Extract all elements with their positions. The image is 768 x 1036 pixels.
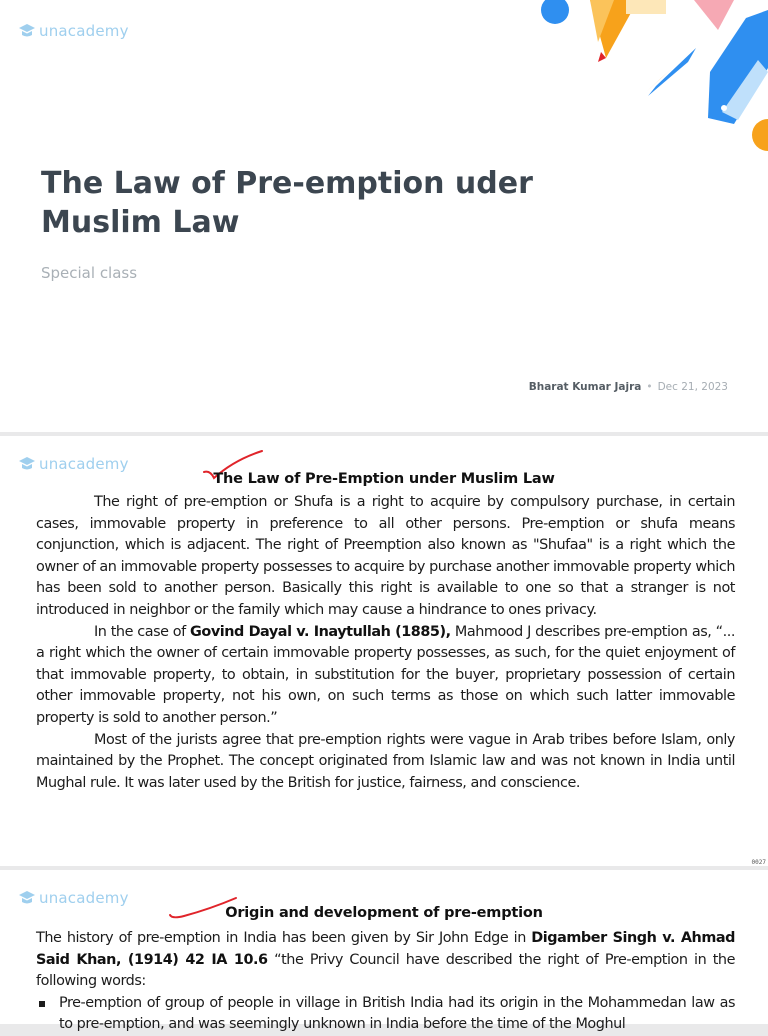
text-run: “the Privy Council have described the right of Pre-emption in the following words: [36,951,735,990]
unacademy-logo-icon [18,890,36,906]
case-citation: Govind Dayal v. Inaytullah (1885), [190,623,451,640]
notes-page-3 [0,870,768,1033]
paragraph: The right of pre-emption or Shufa is a right to acquire by compulsory purchase, in certain cases, immovable property in preference to all other persons. Pre-emption or shufa means conjunction, which is adjacent. The right of Preemption also known as "Shufaa" is a right which the owner of an immovable property possesses to acquire by purchase another immovable property which has been sold to another person. Basically this right is available to one so that a stranger is not introduced in neighbor or the family which may cause a hindrance to ones privacy. [36,494,735,618]
unacademy-logo-icon [18,23,36,39]
text-run: In the case of [94,623,191,640]
stationery-decoration-icon [528,0,768,160]
unacademy-logo [18,22,129,40]
paragraph: Most of the jurists agree that pre-emption rights were vague in Arab tribes before Islam, only maintained by the Prophet. The concept originated from Islamic law and was not known in India until Mughal rule. It was later used by the British for justice, fairness, and conscience. [36,731,735,791]
bullet-list [36,993,735,1036]
unacademy-logo-icon [18,456,36,472]
notes-page-2 [0,436,768,866]
logo-text: unacademy [39,889,129,907]
document-subtitle: Special class [41,264,138,282]
logo-text: unacademy [39,455,129,473]
text-run: The history of pre-emption in India has been given by Sir John Edge in [36,930,532,946]
case-citation: Digamber Singh v. Ahmad Said Khan, (1914) 42 IA 10.6 [36,930,736,968]
section-heading: Origin and development of pre-emption [225,905,543,921]
list-item: Pre-emption of group of people in village in British India had its origin in the Mohammedan law as to pre-emption, and was seemingly unknown in India before the time of the Moghul [36,993,735,1036]
paragraph [36,928,735,993]
author-date-line [529,381,728,393]
author-name: Bharat Kumar Jajra [528,381,642,393]
section-body [36,492,735,794]
paragraph [36,622,735,730]
separator-dot: • [646,381,653,393]
page-mark: 0027 [751,859,766,866]
section-heading: The Law of Pre-Emption under Muslim Law [213,471,555,487]
section-body [36,928,735,1036]
cover-page [0,0,768,432]
document-title: The Law of Pre-emption uder Muslim Law [41,166,533,240]
publish-date: Dec 21, 2023 [657,381,728,393]
logo-text: unacademy [39,22,129,40]
text-run: Mahmood J describes pre-emption as, “... a right which the owner of certain immovable property possesses, as such, for the quiet enjoyment of that immovable property, to obtain, in substitution for the buyer, proprietary possession of certain other immovable property, not his own, on such terms as those on which such latter immovable property is sold to another person.” [36,623,735,726]
